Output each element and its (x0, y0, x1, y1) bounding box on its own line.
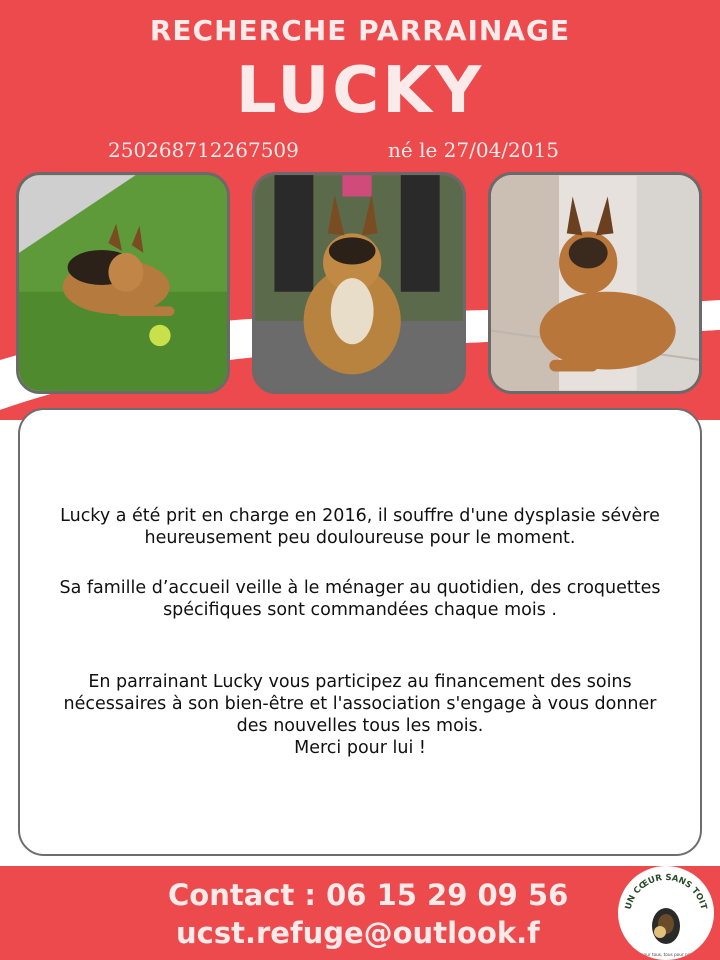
description-line: Sa famille d’accueil veille à le ménager au quotidien, des croquettes (59, 578, 661, 598)
contact-phone: Contact : 06 15 29 09 56 (168, 878, 569, 912)
dog-lying-indoor-photo (491, 175, 699, 391)
description-line: nécessaires à son bien-être et l'association s'engage à vous donner (63, 694, 657, 714)
description-line: Lucky a été prit en charge en 2016, il souffre d'une dysplasie sévère (60, 506, 660, 526)
dog-photo-grass (16, 172, 230, 394)
contact-email: ucst.refuge@outlook.f (176, 916, 540, 950)
description-line: des nouvelles tous les mois. (236, 716, 484, 736)
dog-photo-indoor (488, 172, 702, 394)
association-logo (618, 866, 714, 960)
birth-date: né le 27/04/2015 (388, 138, 559, 162)
logo-icon (618, 866, 714, 960)
dog-photo-sitting (252, 172, 466, 394)
svg-text:UN CŒUR SANS TOIT: UN CŒUR SANS TOIT (623, 872, 709, 911)
page-title: LUCKY (235, 54, 485, 128)
svg-text:Un pour tous, tous pour nous !: Un pour tous, tous pour nous ! (633, 952, 699, 957)
description-line: heureusement peu douloureuse pour le moment. (144, 528, 576, 548)
chip-number: 250268712267509 (108, 138, 299, 162)
dog-on-grass-photo (19, 175, 227, 391)
description-line: spécifiques sont commandées chaque mois . (163, 600, 557, 620)
description-box (18, 408, 702, 856)
description-line: En parrainant Lucky vous participez au financement des soins (88, 672, 632, 692)
description-line: Merci pour lui ! (294, 738, 426, 758)
page-subtitle: RECHERCHE PARRAINAGE (149, 14, 571, 47)
dog-sitting-photo (255, 175, 463, 391)
